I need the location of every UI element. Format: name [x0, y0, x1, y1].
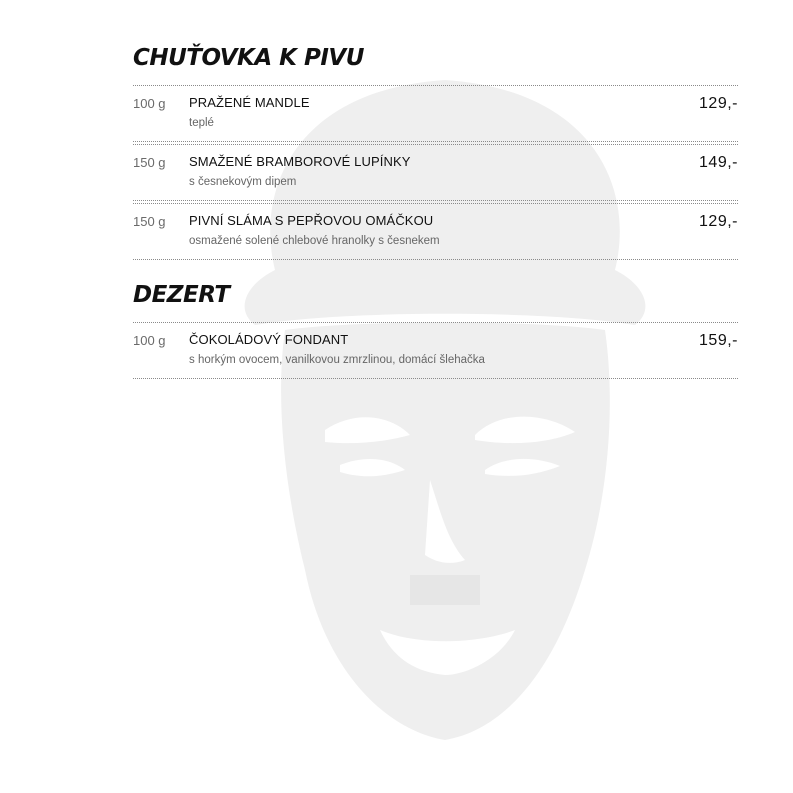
section-title-dezert: DEZERT	[133, 282, 230, 308]
menu-list-dezert	[133, 322, 738, 379]
item-weight: 100 g	[133, 96, 166, 111]
item-price: 159,-	[699, 332, 738, 349]
item-description: s horkým ovocem, vanilkovou zmrzlinou, domácí šlehačka	[189, 354, 485, 366]
section-title-chutovka: CHUŤOVKA K PIVU	[133, 45, 364, 71]
item-name: PIVNÍ SLÁMA S PEPŘOVOU OMÁČKOU	[189, 213, 434, 228]
menu-item	[133, 145, 738, 200]
item-price: 129,-	[699, 213, 738, 230]
menu-item	[133, 86, 738, 141]
item-weight: 150 g	[133, 214, 166, 229]
menu-list-chutovka	[133, 85, 738, 260]
item-price: 149,-	[699, 154, 738, 171]
item-name: ČOKOLÁDOVÝ FONDANT	[189, 332, 349, 347]
menu-item	[133, 204, 738, 259]
divider	[133, 259, 738, 260]
item-description: teplé	[189, 117, 214, 129]
item-description: osmažené solené chlebové hranolky s česnekem	[189, 235, 440, 247]
item-description: s česnekovým dipem	[189, 176, 297, 188]
item-weight: 150 g	[133, 155, 166, 170]
menu-item	[133, 323, 738, 378]
item-price: 129,-	[699, 95, 738, 112]
item-name: SMAŽENÉ BRAMBOROVÉ LUPÍNKY	[189, 154, 411, 169]
item-name: PRAŽENÉ MANDLE	[189, 95, 310, 110]
item-weight: 100 g	[133, 333, 166, 348]
divider	[133, 378, 738, 379]
